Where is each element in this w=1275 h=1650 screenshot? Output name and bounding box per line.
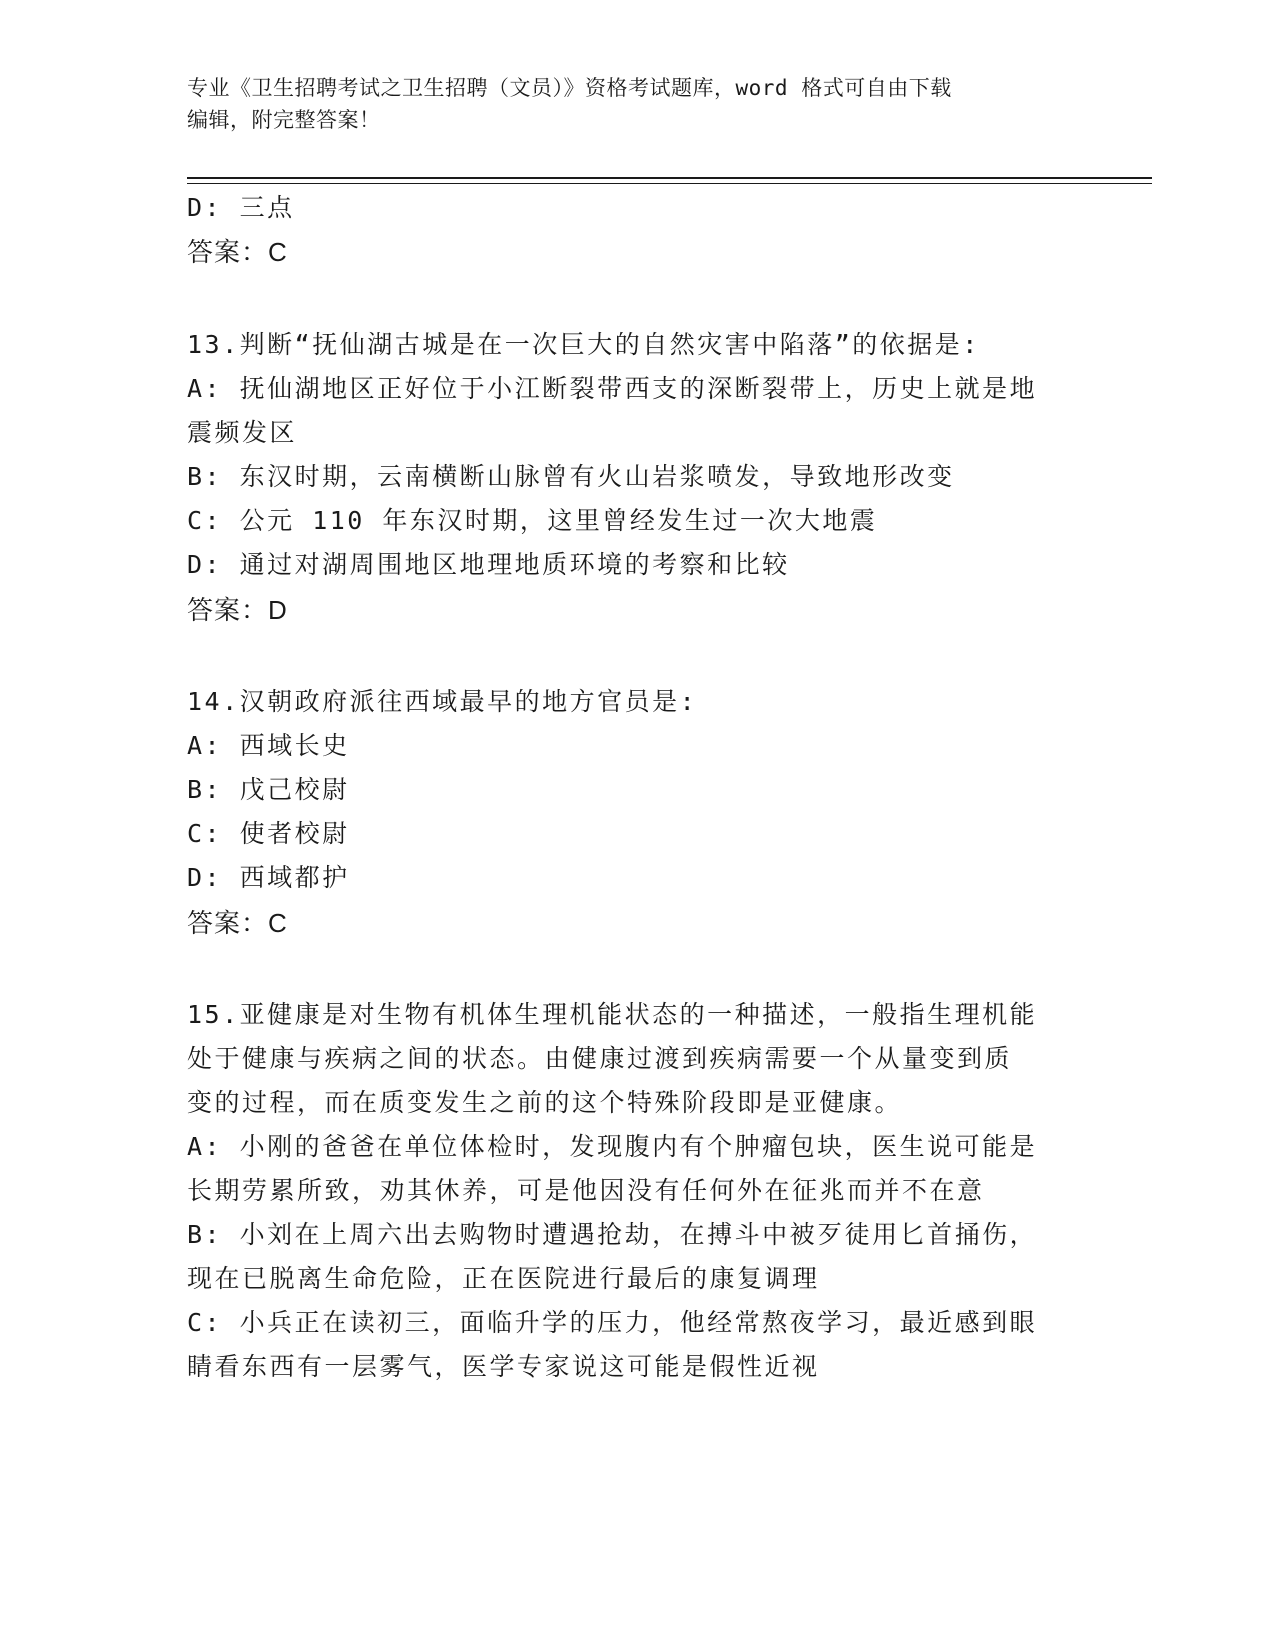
- q14-stem: 14.汉朝政府派往西域最早的地方官员是:: [187, 687, 698, 716]
- prev-answer: 答案：C: [187, 237, 288, 267]
- q14-option-c: C: 使者校尉: [187, 819, 350, 848]
- q14-option-a: A: 西域长史: [187, 731, 350, 760]
- q15-option-c-line-2: 睛看东西有一层雾气，医学专家说这可能是假性近视: [187, 1352, 820, 1381]
- header-line-1: 专业《卫生招聘考试之卫生招聘（文员）》资格考试题库，word 格式可自由下载: [187, 76, 952, 100]
- q14-answer: 答案：C: [187, 908, 288, 938]
- q15-option-c-line-1: C: 小兵正在读初三，面临升学的压力，他经常熬夜学习，最近感到眼: [187, 1308, 1038, 1337]
- q14-option-b: B: 戊己校尉: [187, 775, 350, 804]
- q13-answer: 答案：D: [187, 595, 288, 625]
- q13-option-a-line-1: A: 抚仙湖地区正好位于小江断裂带西支的深断裂带上，历史上就是地: [187, 374, 1038, 403]
- q15-option-a-line-1: A: 小刚的爸爸在单位体检时，发现腹内有个肿瘤包块，医生说可能是: [187, 1132, 1038, 1161]
- q15-option-b-line-2: 现在已脱离生命危险，正在医院进行最后的康复调理: [187, 1264, 820, 1293]
- q15-option-a-line-2: 长期劳累所致，劝其休养，可是他因没有任何外在征兆而并不在意: [187, 1176, 985, 1205]
- header-divider: [187, 177, 1152, 179]
- q14-option-d: D: 西域都护: [187, 863, 350, 892]
- q13-option-c: C: 公元 110 年东汉时期，这里曾经发生过一次大地震: [187, 506, 878, 535]
- q15-stem-line-3: 变的过程，而在质变发生之前的这个特殊阶段即是亚健康。: [187, 1088, 903, 1117]
- q13-option-b: B: 东汉时期，云南横断山脉曾有火山岩浆喷发，导致地形改变: [187, 462, 955, 491]
- q13-stem: 13.判断“抚仙湖古城是在一次巨大的自然灾害中陷落”的依据是:: [187, 330, 980, 359]
- header-line-2: 编辑，附完整答案！: [187, 108, 381, 132]
- q13-option-d: D: 通过对湖周围地区地理地质环境的考察和比较: [187, 550, 790, 579]
- q15-stem-line-1: 15.亚健康是对生物有机体生理机能状态的一种描述，一般指生理机能: [187, 1000, 1038, 1029]
- header-divider-thin: [187, 183, 1152, 184]
- document-header: [187, 72, 1067, 136]
- q13-option-a-line-2: 震频发区: [187, 418, 298, 447]
- q15-option-b-line-1: B: 小刘在上周六出去购物时遭遇抢劫，在搏斗中被歹徒用匕首捅伤，: [187, 1220, 1038, 1249]
- prev-option-d: D: 三点: [187, 193, 295, 222]
- q15-stem-line-2: 处于健康与疾病之间的状态。由健康过渡到疾病需要一个从量变到质: [187, 1044, 1013, 1073]
